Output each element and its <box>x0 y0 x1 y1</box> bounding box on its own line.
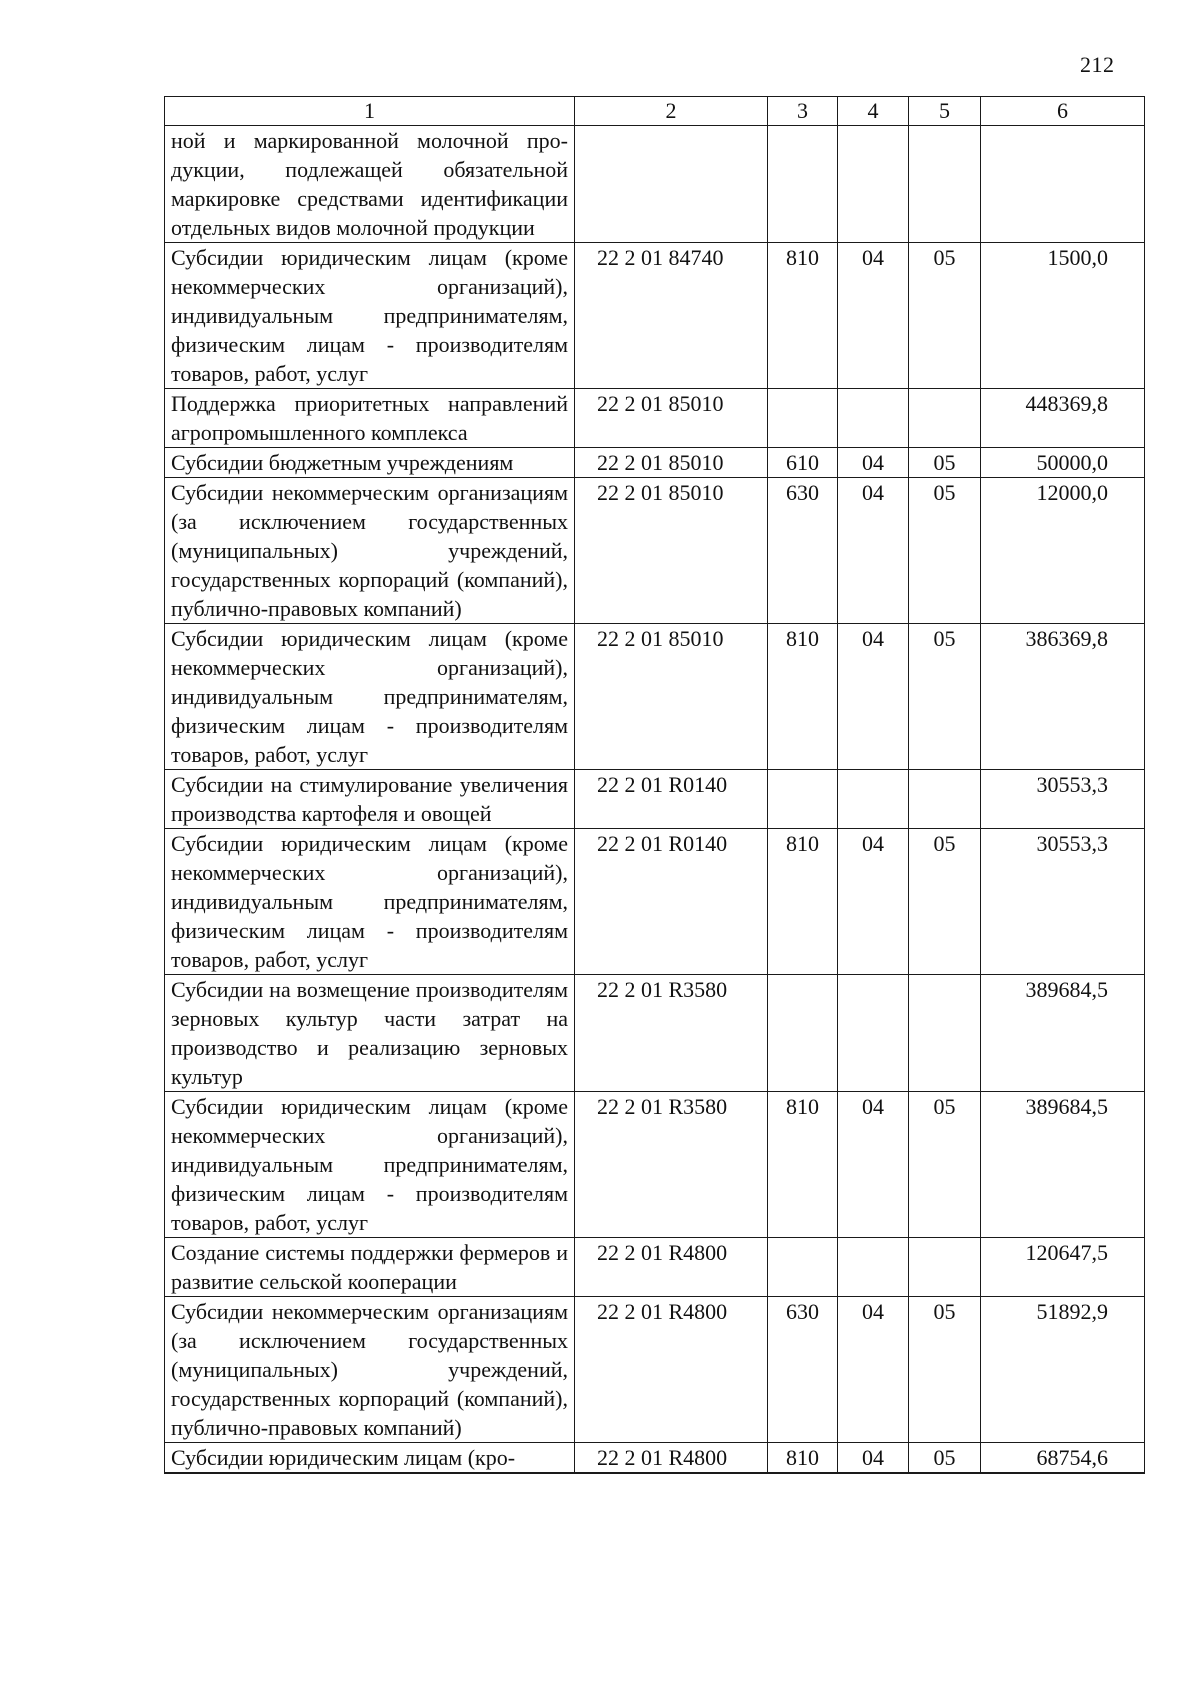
cell-subsection: 05 <box>909 1443 981 1474</box>
budget-table <box>164 96 1145 1474</box>
cell-subsection: 05 <box>909 243 981 389</box>
cell-expense-type <box>768 975 838 1092</box>
cell-section <box>838 1238 909 1297</box>
table-row <box>165 975 1145 1092</box>
table-body <box>165 126 1145 1474</box>
cell-subsection <box>909 126 981 243</box>
cell-description: Субсидии юридическим лицам (кроме некоммерческих организаций), индивидуальным предпринимателям, физическим лицам - производителям товаров, работ, услуг <box>165 1092 575 1238</box>
cell-expense-type <box>768 770 838 829</box>
cell-budget-code: 22 2 01 85010 <box>575 624 768 770</box>
cell-description: Субсидии на стимулирование увеличения производства картофеля и овощей <box>165 770 575 829</box>
cell-section <box>838 126 909 243</box>
cell-amount: 50000,0 <box>981 448 1145 478</box>
cell-amount: 448369,8 <box>981 389 1145 448</box>
cell-expense-type <box>768 126 838 243</box>
cell-amount <box>981 126 1145 243</box>
cell-budget-code: 22 2 01 R4800 <box>575 1238 768 1297</box>
header-col-3: 3 <box>768 97 838 126</box>
table-row <box>165 829 1145 975</box>
cell-expense-type: 810 <box>768 829 838 975</box>
cell-section <box>838 770 909 829</box>
table-row <box>165 1238 1145 1297</box>
cell-expense-type: 630 <box>768 478 838 624</box>
cell-section: 04 <box>838 1092 909 1238</box>
cell-section: 04 <box>838 1297 909 1443</box>
header-col-6: 6 <box>981 97 1145 126</box>
cell-amount: 30553,3 <box>981 829 1145 975</box>
cell-budget-code: 22 2 01 R0140 <box>575 829 768 975</box>
cell-budget-code: 22 2 01 R3580 <box>575 1092 768 1238</box>
header-col-5: 5 <box>909 97 981 126</box>
cell-budget-code <box>575 126 768 243</box>
cell-section: 04 <box>838 624 909 770</box>
cell-description: Субсидии некоммерческим организациям (за исключением государственных (муниципальных) учреждений, государственных корпораций (компаний), публично-правовых компаний) <box>165 1297 575 1443</box>
cell-section: 04 <box>838 1443 909 1474</box>
table-row <box>165 624 1145 770</box>
table-row <box>165 1092 1145 1238</box>
cell-description: Поддержка приоритетных направлений агропромышленного комплекса <box>165 389 575 448</box>
cell-description: ной и маркированной молочной продукции, подлежащей обязательной маркировке средствами идентификации отдельных видов молочной продукции <box>165 126 575 243</box>
cell-amount: 1500,0 <box>981 243 1145 389</box>
cell-expense-type: 810 <box>768 1092 838 1238</box>
cell-description: Субсидии некоммерческим организациям (за исключением государственных (муниципальных) учреждений, государственных корпораций (компаний), публично-правовых компаний) <box>165 478 575 624</box>
cell-expense-type: 810 <box>768 624 838 770</box>
header-col-1: 1 <box>165 97 575 126</box>
cell-budget-code: 22 2 01 R3580 <box>575 975 768 1092</box>
cell-subsection: 05 <box>909 624 981 770</box>
cell-expense-type <box>768 389 838 448</box>
header-row <box>165 97 1145 126</box>
cell-expense-type: 810 <box>768 1443 838 1474</box>
cell-subsection <box>909 389 981 448</box>
cell-budget-code: 22 2 01 R0140 <box>575 770 768 829</box>
cell-amount: 12000,0 <box>981 478 1145 624</box>
cell-description: Субсидии юридическим лицам (кро- <box>165 1443 575 1474</box>
cell-amount: 120647,5 <box>981 1238 1145 1297</box>
cell-budget-code: 22 2 01 85010 <box>575 389 768 448</box>
cell-subsection <box>909 1238 981 1297</box>
cell-subsection: 05 <box>909 448 981 478</box>
cell-subsection: 05 <box>909 829 981 975</box>
cell-description: Субсидии бюджетным учреждениям <box>165 448 575 478</box>
cell-expense-type: 610 <box>768 448 838 478</box>
cell-subsection: 05 <box>909 1297 981 1443</box>
cell-description: Субсидии юридическим лицам (кроме некоммерческих организаций), индивидуальным предпринимателям, физическим лицам - производителям товаров, работ, услуг <box>165 829 575 975</box>
cell-amount: 389684,5 <box>981 975 1145 1092</box>
cell-amount: 51892,9 <box>981 1297 1145 1443</box>
cell-description: Субсидии на возмещение производителям зерновых культур части затрат на производство и реализацию зерновых культур <box>165 975 575 1092</box>
cell-subsection: 05 <box>909 1092 981 1238</box>
table-row <box>165 243 1145 389</box>
cell-section: 04 <box>838 448 909 478</box>
table-row <box>165 1297 1145 1443</box>
cell-expense-type: 630 <box>768 1297 838 1443</box>
cell-section: 04 <box>838 829 909 975</box>
cell-amount: 68754,6 <box>981 1443 1145 1474</box>
cell-description: Субсидии юридическим лицам (кроме некоммерческих организаций), индивидуальным предпринимателям, физическим лицам - производителям товаров, работ, услуг <box>165 243 575 389</box>
cell-description: Субсидии юридическим лицам (кроме некоммерческих организаций), индивидуальным предпринимателям, физическим лицам - производителям товаров, работ, услуг <box>165 624 575 770</box>
cell-budget-code: 22 2 01 R4800 <box>575 1443 768 1474</box>
cell-section: 04 <box>838 478 909 624</box>
cell-expense-type: 810 <box>768 243 838 389</box>
table-row <box>165 126 1145 243</box>
cell-amount: 389684,5 <box>981 1092 1145 1238</box>
cell-section <box>838 975 909 1092</box>
cell-amount: 386369,8 <box>981 624 1145 770</box>
table-row <box>165 1443 1145 1474</box>
cell-section: 04 <box>838 243 909 389</box>
cell-budget-code: 22 2 01 85010 <box>575 478 768 624</box>
table-row <box>165 770 1145 829</box>
cell-amount: 30553,3 <box>981 770 1145 829</box>
cell-subsection: 05 <box>909 478 981 624</box>
page-number: 212 <box>1080 52 1115 77</box>
cell-budget-code: 22 2 01 85010 <box>575 448 768 478</box>
cell-expense-type <box>768 1238 838 1297</box>
cell-budget-code: 22 2 01 R4800 <box>575 1297 768 1443</box>
cell-section <box>838 389 909 448</box>
header-col-4: 4 <box>838 97 909 126</box>
table-row <box>165 389 1145 448</box>
table-row <box>165 478 1145 624</box>
table-header <box>165 97 1145 126</box>
table-row <box>165 448 1145 478</box>
cell-subsection <box>909 975 981 1092</box>
cell-subsection <box>909 770 981 829</box>
cell-budget-code: 22 2 01 84740 <box>575 243 768 389</box>
header-col-2: 2 <box>575 97 768 126</box>
cell-description: Создание системы поддержки фермеров и развитие сельской кооперации <box>165 1238 575 1297</box>
